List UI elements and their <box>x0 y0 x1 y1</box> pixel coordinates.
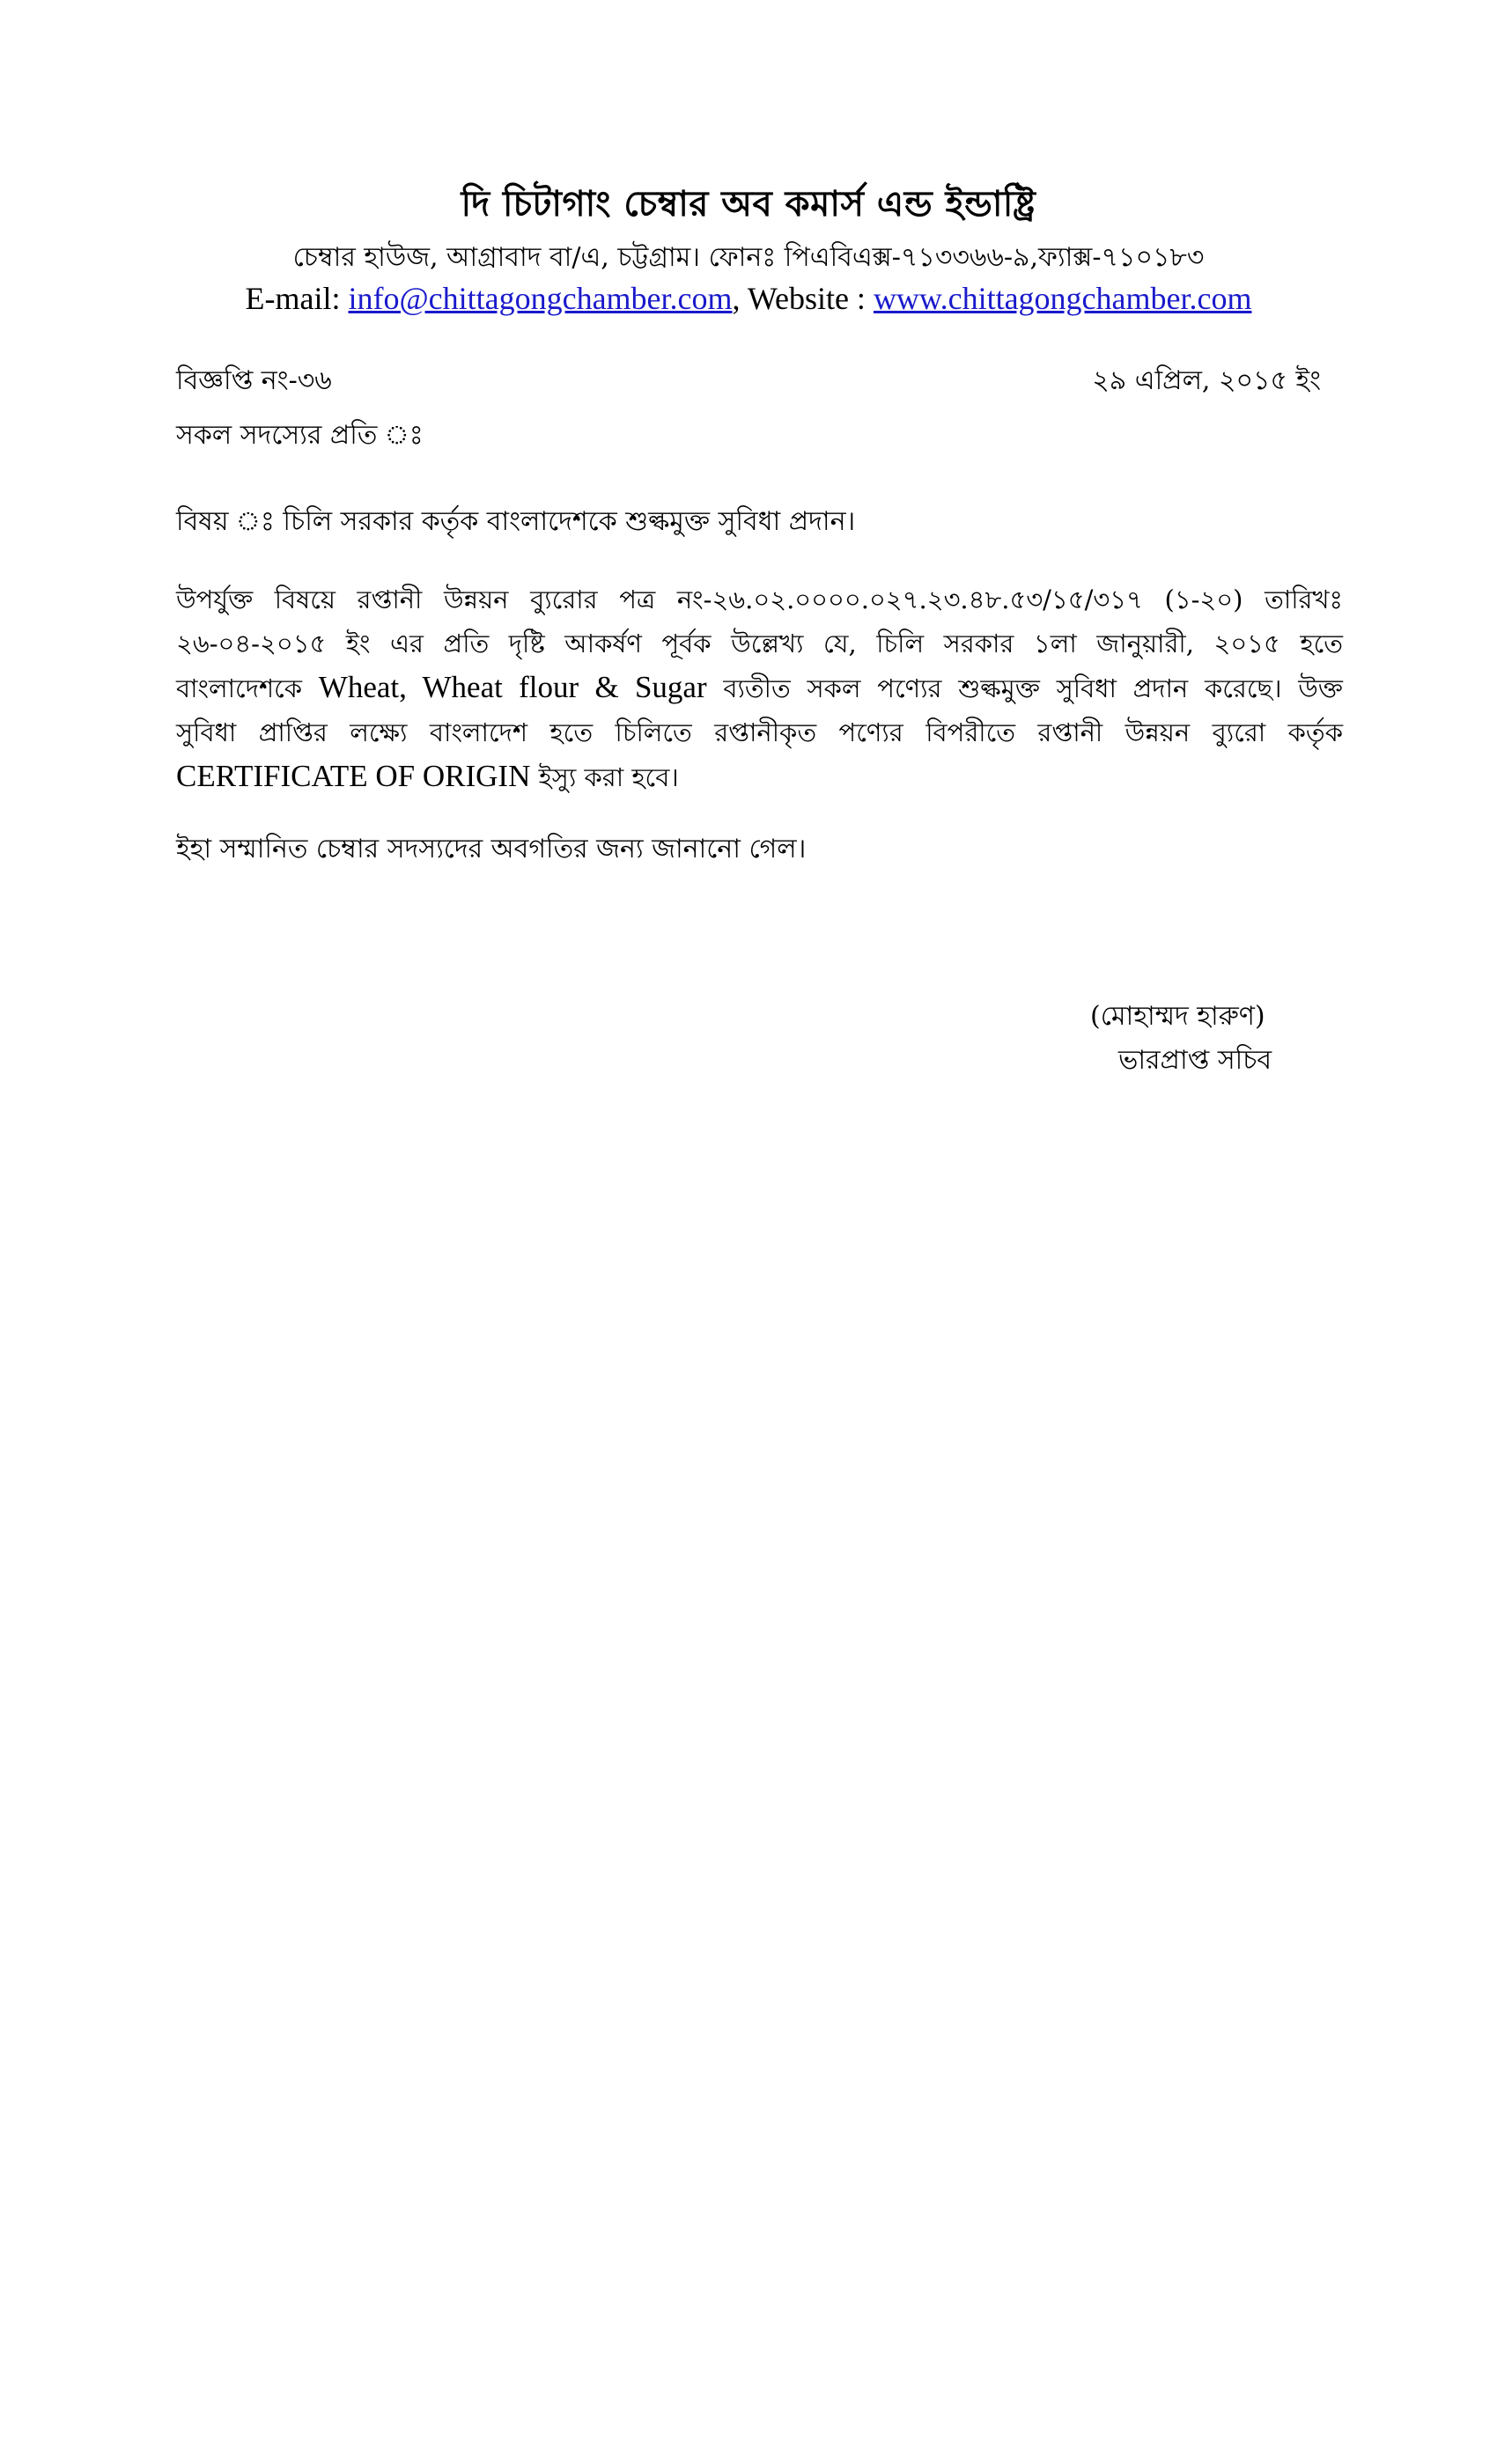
closing-line: ইহা সম্মানিত চেম্বার সদস্যদের অবগতির জন্য জানানো গেল। <box>176 834 807 864</box>
subject-line: বিষয় ঃ চিলি সরকার কর্তৃক বাংলাদেশকে শুল্কমুক্ত সুবিধা প্রদান। <box>176 506 856 537</box>
body-line <box>176 754 1343 799</box>
signer-name: (মোহাম্মদ হারুণ) <box>1090 1001 1265 1032</box>
organization-name: দি চিটাগাং চেম্বার অব কমার্স এন্ড ইন্ডাষ্ট্রি <box>461 183 1036 224</box>
website-label: , Website : <box>732 281 866 316</box>
email-label: E-mail: <box>245 281 341 316</box>
salutation: সকল সদস্যের প্রতি ঃ <box>176 420 424 451</box>
signer-title: ভারপ্রাপ্ত সচিব <box>1118 1045 1272 1076</box>
excluded-products: Wheat, Wheat flour & Sugar <box>318 670 707 704</box>
body-text: ব্যতীত সকল পণ্যের শুল্কমুক্ত সুবিধা প্রদান করেছে। উক্ত <box>723 673 1343 703</box>
notice-date: ২৯ এপ্রিল, ২০১৫ ইং <box>1092 365 1321 396</box>
body-line <box>176 666 1343 710</box>
certificate-of-origin: CERTIFICATE OF ORIGIN <box>176 759 531 793</box>
contact-line <box>132 280 1365 317</box>
body-text: ইস্যু করা হবে। <box>538 762 679 792</box>
organization-address: চেম্বার হাউজ, আগ্রাবাদ বা/এ, চট্টগ্রাম। ফোনঃ পিএবিএক্স-৭১৩৩৬৬-৯,ফ্যাক্স-৭১০১৮৩ <box>292 242 1205 273</box>
notice-number: বিজ্ঞপ্তি নং-৩৬ <box>176 365 332 396</box>
body-line: উপর্যুক্ত বিষয়ে রপ্তানী উন্নয়ন ব্যুরোর পত্র নং-২৬.০২.০০০০.০২৭.২৩.৪৮.৫৩/১৫/৩১৭ (১-২০) তারিখঃ <box>176 585 1343 614</box>
body-text: বাংলাদেশকে <box>176 673 303 703</box>
website-link[interactable]: www.chittagongchamber.com <box>873 281 1252 316</box>
body-paragraph <box>176 577 1343 799</box>
email-link[interactable]: info@chittagongchamber.com <box>348 281 733 316</box>
body-line: ২৬-০৪-২০১৫ ইং এর প্রতি দৃষ্টি আকর্ষণ পূর্বক উল্লেখ্য যে, চিলি সরকার ১লা জানুয়ারী, ২০১৫ হতে <box>176 629 1343 658</box>
body-line: সুবিধা প্রাপ্তির লক্ষ্যে বাংলাদেশ হতে চিলিতে রপ্তানীকৃত পণ্যের বিপরীতে রপ্তানী উন্নয়ন ব্যুরো কর্তৃক <box>176 717 1343 747</box>
